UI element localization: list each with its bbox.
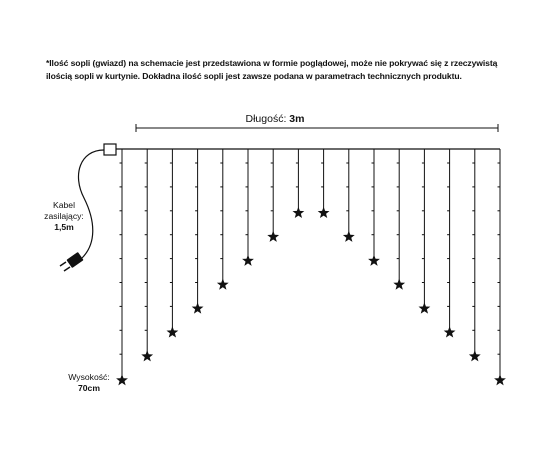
icicle-strand [116, 149, 128, 385]
cable-caption-2: zasilający: [44, 211, 84, 221]
icicle-strand [167, 149, 179, 338]
star-icon [293, 207, 305, 218]
icicle-strand [343, 149, 355, 242]
height-value: 70cm [78, 383, 100, 393]
icicle-strand [217, 149, 229, 290]
cable-caption-1: Kabel [53, 200, 75, 210]
star-icon [267, 231, 279, 242]
height-caption: Wysokość: [68, 372, 110, 382]
icicle-strand [469, 149, 481, 361]
power-cable [78, 150, 104, 258]
star-icon [393, 279, 405, 290]
star-icon [444, 326, 456, 337]
power-connector-icon [104, 144, 116, 155]
star-icon [469, 350, 481, 361]
power-plug-icon [60, 252, 84, 271]
icicle-strand [419, 149, 431, 314]
icicle-strand [293, 149, 305, 218]
icicle-strand [393, 149, 405, 290]
icicle-strand [141, 149, 153, 361]
icicle-strand [242, 149, 254, 266]
star-icon [368, 255, 380, 266]
star-icon [318, 207, 330, 218]
icicle-strand [494, 149, 506, 385]
star-icon [242, 255, 254, 266]
star-icon [343, 231, 355, 242]
icicle-strand [267, 149, 279, 242]
star-icon [141, 350, 153, 361]
star-icon [494, 374, 506, 385]
icicle-strand [318, 149, 330, 218]
star-icon [167, 326, 179, 337]
disclaimer-line-2: ilością sopli w kurtynie. Dokładna ilość sopli jest zawsze podana w parametrach technicznych produktu. [46, 71, 462, 81]
icicle-strand [444, 149, 456, 338]
star-icon [192, 302, 204, 313]
icicle-strand [192, 149, 204, 314]
star-icon [116, 374, 128, 385]
icicles-group [116, 149, 506, 385]
length-dimension [136, 124, 498, 132]
star-icon [217, 279, 229, 290]
star-icon [419, 302, 431, 313]
icicle-strand [368, 149, 380, 266]
disclaimer-line-1: *Ilość sopli (gwiazd) na schemacie jest przedstawiona w formie poglądowej, może nie pokrywać się z rzeczywistą [46, 58, 498, 68]
length-caption: Długość: [245, 113, 287, 125]
length-value: 3m [289, 113, 305, 125]
power-cable-wire [78, 150, 104, 258]
cable-value: 1,5m [54, 222, 74, 232]
